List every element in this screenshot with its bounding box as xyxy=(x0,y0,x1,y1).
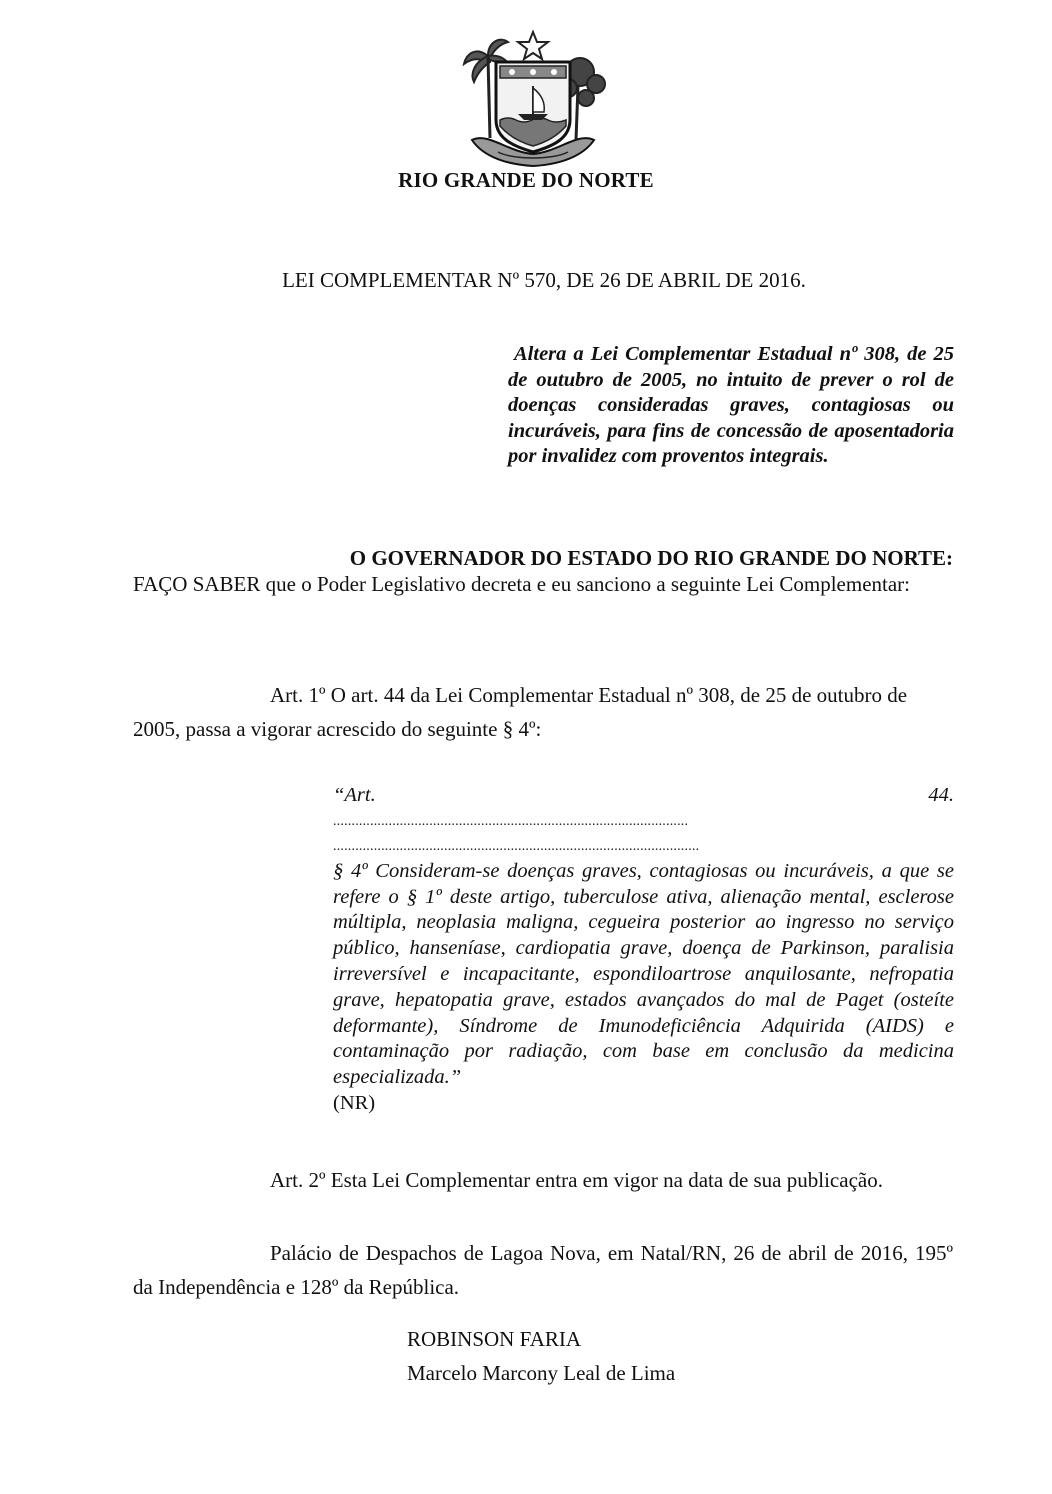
article-1 xyxy=(133,678,933,746)
signature-secretary: Marcelo Marcony Leal de Lima xyxy=(407,1361,676,1385)
omission-dots-2: ................................................................................................... xyxy=(333,838,700,854)
nr-marker: (NR) xyxy=(333,1091,376,1114)
article-1-text: Art. 1º O art. 44 da Lei Complementar Estadual nº 308, de 25 de outubro de 2005, passa a vigorar acrescido do seguinte § 4º: xyxy=(133,683,908,741)
state-name-heading: RIO GRANDE DO NORTE xyxy=(398,168,654,192)
signature-governor: ROBINSON FARIA xyxy=(407,1327,582,1351)
governor-heading: O GOVERNADOR DO ESTADO DO RIO GRANDE DO NORTE: xyxy=(349,546,953,570)
closing-text-content: Palácio de Despachos de Lagoa Nova, em Natal/RN, 26 de abril de 2016, 195º da Independência e 128º da República. xyxy=(133,1241,953,1299)
preamble-text: FAÇO SABER que o Poder Legislativo decreta e eu sanciono a seguinte Lei Complementar: xyxy=(133,572,911,596)
preamble xyxy=(133,545,953,597)
closing-text xyxy=(133,1236,953,1304)
state-coat-of-arms-icon xyxy=(458,28,608,173)
article-2: Art. 2º Esta Lei Complementar entra em vigor na data de sua publicação. xyxy=(270,1168,883,1192)
quoted-article-heading xyxy=(333,783,954,809)
law-ementa: Altera a Lei Complementar Estadual nº 308, de 25 de outubro de 2005, no intuito de prever o rol de doenças consideradas graves, contagiosas ou incuráveis, para fins de concessão de aposentadoria por invalidez com proventos integrais. xyxy=(508,343,954,468)
quoted-amendment xyxy=(333,783,954,1117)
law-title: LEI COMPLEMENTAR Nº 570, DE 26 DE ABRIL DE 2016. xyxy=(282,268,806,292)
paragraph-4: § 4º Consideram-se doenças graves, contagiosas ou incuráveis, a que se refere o § 1º deste artigo, tuberculose ativa, alienação mental, esclerose múltipla, neoplasia maligna, cegueira posterior ao ingresso no serviço público, hanseníase, cardiopatia grave, doença de Parkinson, paralisia irreversível e incapacitante, espondiloartrose anquilosante, nefropatia grave, hepatopatia grave, estados avançados do mal de Paget (osteíte deformante), Síndrome de Imunodeficiência Adquirida (AIDS) e contaminação por radiação, com base em conclusão da medicina especializada.” xyxy=(333,859,954,1089)
quoted-article-number: 44. xyxy=(928,784,954,806)
quoted-article-label: “Art. xyxy=(333,784,376,806)
omission-dots-1: ................................................................................................ xyxy=(333,813,689,829)
